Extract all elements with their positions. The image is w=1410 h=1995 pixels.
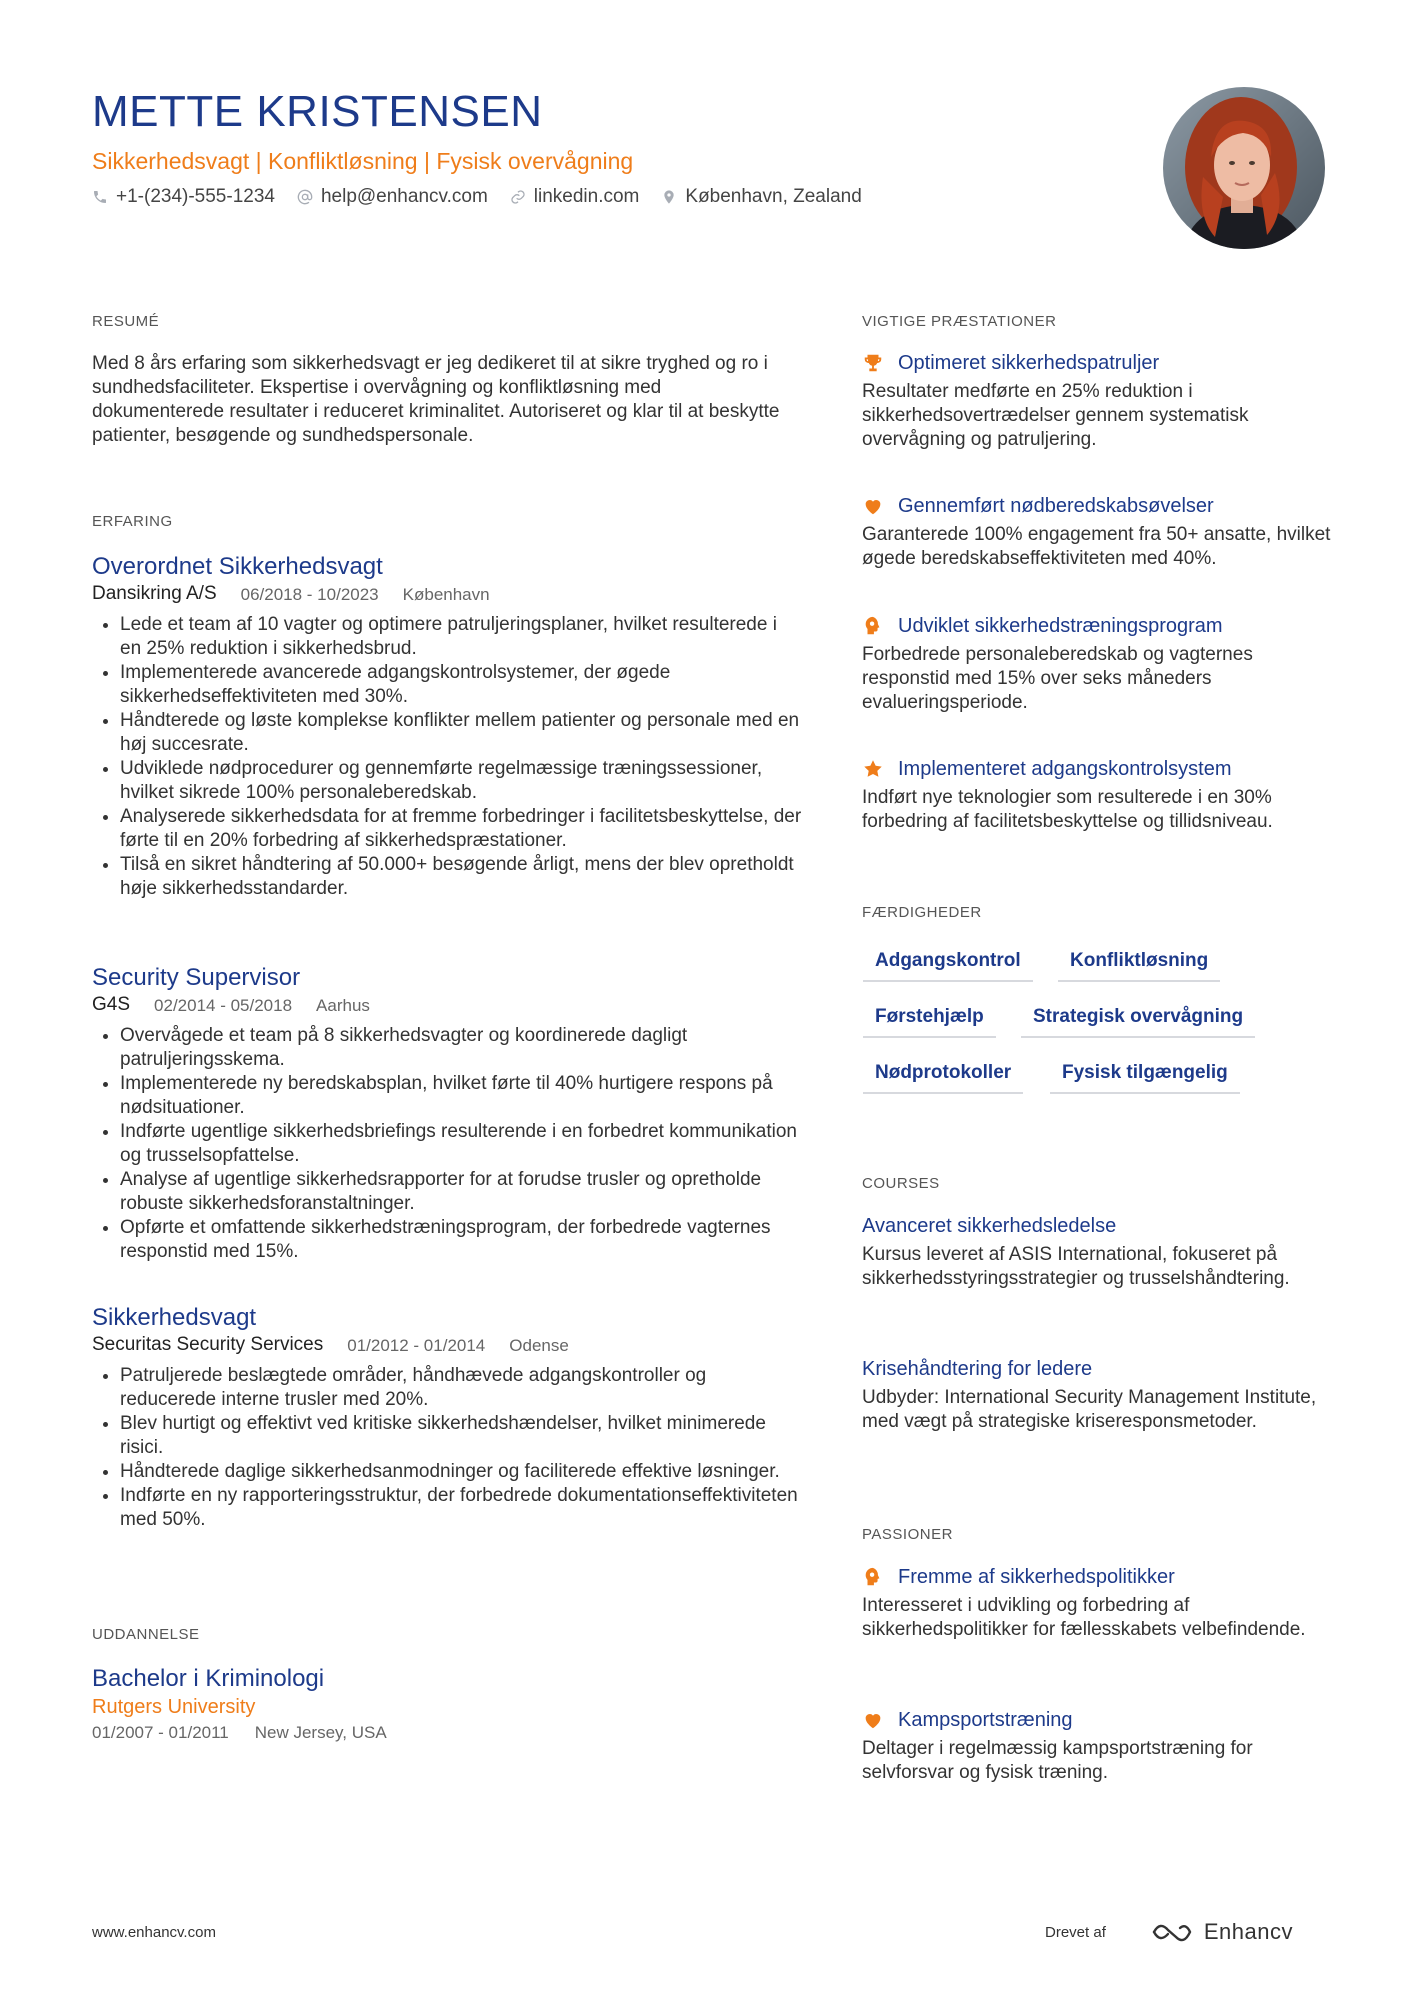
job-bullet: • Opførte et omfattende sikkerhedstræningsprogram, der forbedrede vagternes responstid med 15%. <box>120 1216 802 1264</box>
achievement-item <box>862 350 1332 452</box>
achievement-item <box>862 756 1332 834</box>
job-dates: 01/2012 - 01/2014 <box>347 1336 486 1355</box>
job-title: Overordnet Sikkerhedsvagt <box>92 553 383 580</box>
job-company: Securitas Security Services <box>92 1334 324 1355</box>
link-icon <box>510 189 526 205</box>
job-bullet: • Implementerede ny beredskabsplan, hvilket førte til 40% hurtigere respons på nødsituationer. <box>120 1072 802 1120</box>
footer-powered: Drevet af <box>1045 1923 1106 1941</box>
location-text: København, Zealand <box>685 186 862 207</box>
achievement-text: Resultater medførte en 25% reduktion i sikkerhedsovertrædelser gennem systematisk overvågning og patruljering. <box>862 381 1249 450</box>
achievement-text: Garanterede 100% engagement fra 50+ ansatte, hvilket øgede beredskabseffektiviteten med 40%. <box>862 524 1331 569</box>
education-location: New Jersey, USA <box>254 1723 387 1742</box>
education-degree: Bachelor i Kriminologi <box>92 1665 325 1692</box>
linkedin-text: linkedin.com <box>533 186 640 207</box>
candidate-subtitle: Sikkerhedsvagt | Konfliktløsning | Fysisk overvågning <box>92 148 634 174</box>
skill-tag: Konfliktløsning <box>1058 950 1220 982</box>
contact-row <box>92 186 884 208</box>
head-bulb-icon <box>862 1566 884 1588</box>
course-text: Kursus leveret af ASIS International, fokuseret på sikkerhedsstyringsstrategier og trusselshåndtering. <box>862 1244 1290 1289</box>
course-item <box>862 1213 1332 1291</box>
achievement-text: Indført nye teknologier som resulterede i en 30% forbedring af facilitetsbeskyttelse og tillidsniveau. <box>862 787 1273 832</box>
job-bullets <box>92 1364 802 1532</box>
achievement-item <box>862 613 1332 715</box>
course-title: Avanceret sikkerhedsledelse <box>862 1215 1117 1237</box>
job-bullet: • Blev hurtigt og effektivt ved kritiske sikkerhedshændelser, hvilket minimerede risici. <box>120 1412 802 1460</box>
job-company: Dansikring A/S <box>92 583 217 604</box>
job-bullet: • Udviklede nødprocedurer og gennemførte regelmæssige træningssessioner, hvilket sikrede 100% personaleberedskab. <box>120 757 802 805</box>
job-bullet: • Håndterede og løste komplekse konflikter mellem patienter og personale med en høj succesrate. <box>120 709 802 757</box>
course-title: Krisehåndtering for ledere <box>862 1358 1093 1380</box>
passion-item <box>862 1707 1332 1785</box>
location-pin-icon <box>661 189 677 205</box>
experience-heading: ERFARING <box>92 513 173 530</box>
skill-tag: Fysisk tilgængelig <box>1050 1062 1240 1094</box>
education-entry <box>92 1664 792 1745</box>
achievement-title: Implementeret adgangskontrolsystem <box>898 758 1232 780</box>
achievement-title: Optimeret sikkerhedspatruljer <box>898 352 1160 374</box>
education-meta <box>92 1720 792 1745</box>
footer-url[interactable]: www.enhancv.com <box>92 1924 216 1941</box>
job-location: Odense <box>509 1336 569 1355</box>
education-dates: 01/2007 - 01/2011 <box>92 1723 229 1742</box>
footer-branding <box>1045 1919 1293 1945</box>
skills-heading: FÆRDIGHEDER <box>862 904 982 921</box>
job-bullet: • Tilså en sikret håndtering af 50.000+ besøgende årligt, mens der blev opretholdt høje sikkerhedsstandarder. <box>120 853 802 901</box>
job-meta <box>92 993 802 1018</box>
job-bullet: • Analyse af ugentlige sikkerhedsrapporter for at forudse trusler og opretholde robuste sikkerhedsforanstaltninger. <box>120 1168 802 1216</box>
job-company: G4S <box>92 994 131 1015</box>
achievement-text: Forbedrede personaleberedskab og vagternes responstid med 15% over seks måneders evalueringsperiode. <box>862 644 1253 713</box>
achievement-title: Gennemført nødberedskabsøvelser <box>898 495 1214 517</box>
candidate-name: METTE KRISTENSEN <box>92 87 543 136</box>
contact-email[interactable] <box>297 186 488 208</box>
skill-tag: Nødprotokoller <box>863 1062 1023 1094</box>
job-bullet: • Implementerede avancerede adgangskontrolsystemer, der øgede sikkerhedseffektiviteten med 30%. <box>120 661 802 709</box>
at-icon <box>297 189 313 205</box>
courses-heading: COURSES <box>862 1175 940 1192</box>
job-dates: 06/2018 - 10/2023 <box>240 585 379 604</box>
passion-title: Fremme af sikkerhedspolitikker <box>898 1566 1175 1588</box>
email-text: help@enhancv.com <box>320 186 488 207</box>
course-item <box>862 1356 1332 1434</box>
job-bullet: • Indførte en ny rapporteringsstruktur, der forbedrede dokumentationseffektiviteten med 50%. <box>120 1484 802 1532</box>
skill-tag: Strategisk overvågning <box>1021 1006 1255 1038</box>
achievements-heading: VIGTIGE PRÆSTATIONER <box>862 313 1057 330</box>
passion-title: Kampsportstræning <box>898 1709 1073 1731</box>
passion-item <box>862 1564 1332 1642</box>
job-bullet: • Indførte ugentlige sikkerhedsbriefings resulterende i en forbedret kommunikation og trusselsopfattelse. <box>120 1120 802 1168</box>
job-title: Security Supervisor <box>92 964 301 991</box>
job-bullet: • Analyserede sikkerhedsdata for at fremme forbedringer i facilitetsbeskyttelse, der førte til en 20% forbedring af sikkerhedspræstationer. <box>120 805 802 853</box>
trophy-icon <box>862 352 884 374</box>
job-entry <box>92 1303 802 1532</box>
contact-phone[interactable] <box>92 186 275 208</box>
job-entry <box>92 552 802 901</box>
passion-text: Interesseret i udvikling og forbedring af sikkerhedspolitikker for fællesskabets velbefindende. <box>862 1595 1306 1640</box>
education-heading: UDDANNELSE <box>92 1626 200 1643</box>
head-bulb-icon <box>862 615 884 637</box>
passions-heading: PASSIONER <box>862 1526 953 1543</box>
job-bullets <box>92 1024 802 1264</box>
heart-icon <box>862 1709 884 1731</box>
job-dates: 02/2014 - 05/2018 <box>154 996 293 1015</box>
contact-linkedin[interactable] <box>510 186 640 208</box>
skill-tag: Adgangskontrol <box>863 950 1033 982</box>
contact-location <box>661 186 861 208</box>
star-icon <box>862 758 884 780</box>
summary-text: Med 8 års erfaring som sikkerhedsvagt er jeg dedikeret til at sikre tryghed og ro i sundhedsfaciliteter. Ekspertise i overvågning og konfliktløsning med dokumenterede resultater i reduceret kriminalitet. Autoriseret og klar til at beskytte patienter, besøgende og sundhedspersonale. <box>92 353 780 446</box>
job-bullet: • Håndterede daglige sikkerhedsanmodninger og faciliterede effektive løsninger. <box>120 1460 802 1484</box>
education-school: Rutgers University <box>92 1696 256 1718</box>
passion-text: Deltager i regelmæssig kampsportstræning for selvforsvar og fysisk træning. <box>862 1738 1253 1783</box>
phone-icon <box>92 189 108 205</box>
job-meta <box>92 582 802 607</box>
achievement-item <box>862 493 1332 571</box>
skill-tag: Førstehjælp <box>863 1006 996 1038</box>
heart-icon <box>862 495 884 517</box>
job-bullet: • Overvågede et team på 8 sikkerhedsvagter og koordinerede dagligt patruljeringsskema. <box>120 1024 802 1072</box>
job-meta <box>92 1333 802 1358</box>
course-text: Udbyder: International Security Management Institute, med vægt på strategiske kriseresponsmetoder. <box>862 1387 1317 1432</box>
job-bullet: • Lede et team af 10 vagter og optimere patruljeringsplaner, hvilket resulterede i en 25% reduktion i sikkerhedsbrud. <box>120 613 802 661</box>
job-bullets <box>92 613 802 901</box>
job-location: Aarhus <box>316 996 370 1015</box>
job-location: København <box>402 585 490 604</box>
profile-photo <box>1163 87 1325 249</box>
summary-heading: RESUMÉ <box>92 313 160 330</box>
phone-text: +1-(234)-555-1234 <box>116 186 275 207</box>
enhancv-logo-icon <box>1150 1919 1196 1945</box>
job-title: Sikkerhedsvagt <box>92 1304 257 1331</box>
footer-brand: Enhancv <box>1203 1919 1293 1944</box>
job-entry <box>92 963 802 1264</box>
achievement-title: Udviklet sikkerhedstræningsprogram <box>898 615 1223 637</box>
job-bullet: • Patruljerede beslægtede områder, håndhævede adgangskontroller og reducerede interne trusler med 20%. <box>120 1364 802 1412</box>
